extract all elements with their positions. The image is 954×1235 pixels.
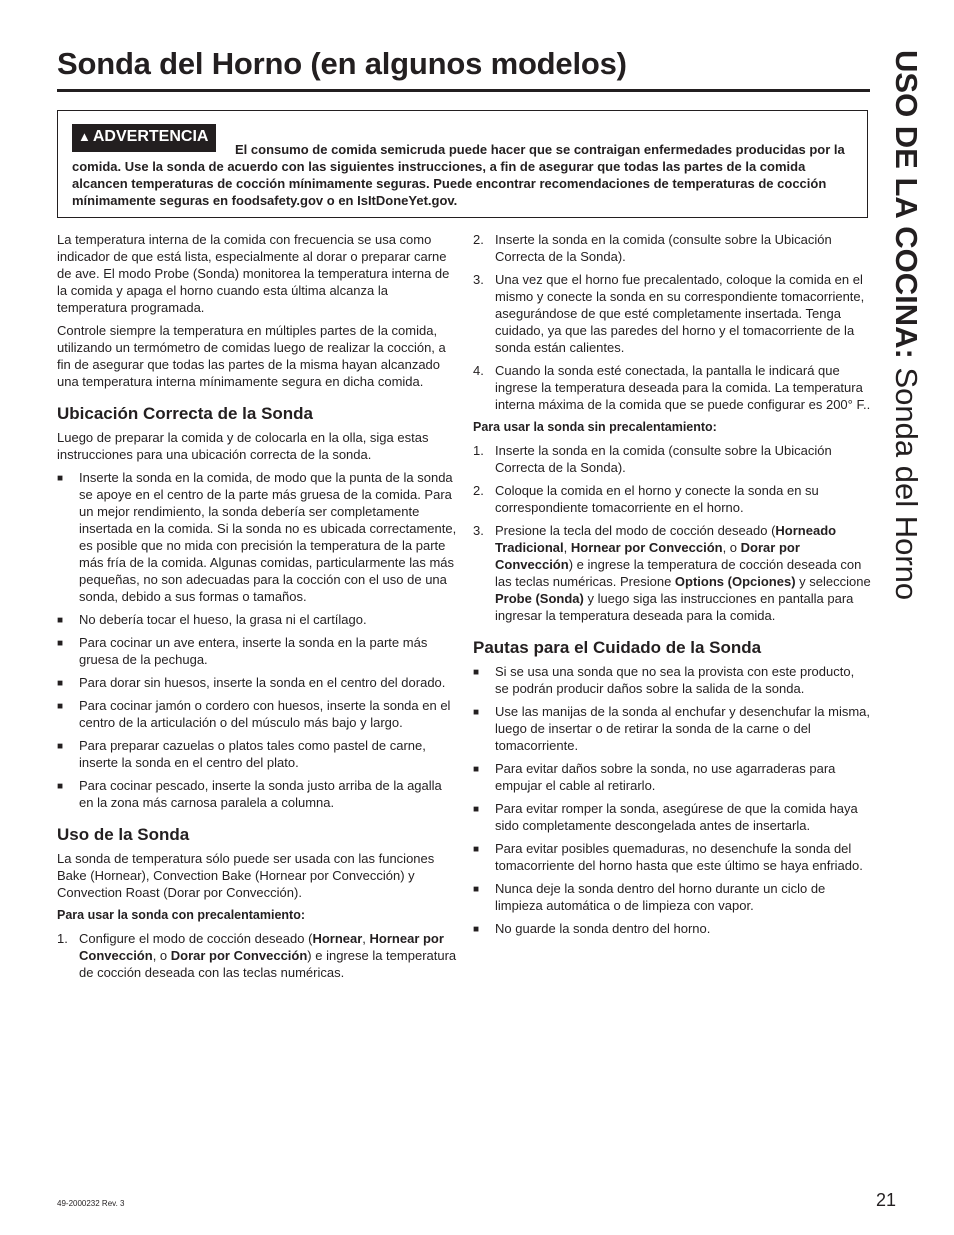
list-item: ■ Para dorar sin huesos, inserte la sonda en el centro del dorado. (57, 674, 457, 691)
intro-paragraph: Controle siempre la temperatura en múltiples partes de la comida, utilizando un termómetro de comidas luego de realizar la cocción, a fin de asegurar que todas las partes de la misma hayan alcanzado una temperatura interna mínimamente segura en dicha comida. (57, 323, 446, 389)
care-list (473, 663, 871, 937)
side-tab-section: USO DE LA COCINA: (889, 50, 924, 359)
placement-intro: Luego de preparar la comida y de colocarla en la olla, siga estas instrucciones para una ubicación correcta de la sonda. (57, 430, 429, 462)
list-item: 2. Inserte la sonda en la comida (consulte sobre la Ubicación Correcta de la Sonda). (473, 232, 832, 264)
nopreheat-steps (473, 442, 871, 624)
document-code: 49-2000232 Rev. 3 (57, 1199, 125, 1208)
side-tab-topic: Sonda del Horno (889, 367, 924, 601)
list-item: ■ Para evitar romper la sonda, asegúrese de que la comida haya sido completamente descongelada antes de insertarla. (473, 800, 871, 834)
warning-body: El consumo de comida semicruda puede hacer que se contraigan enfermedades producidas por la comida. Use la sonda de acuerdo con las siguientes instrucciones, a fin de asegurar que todas las partes de la comida alcancen temperaturas de cocción mínimamente seguras. Puede encontrar recomendaciones de temperaturas de cocción mínimamente seguras en foodsafety.gov o en IsItDoneYet.gov. (72, 142, 845, 208)
list-item: ■ Si se usa una sonda que no sea la provista con este producto, se podrán producir daños sobre la salida de la sonda. (473, 663, 871, 697)
list-item: ■ Inserte la sonda en la comida, de modo que la punta de la sonda se apoye en el centro de la parte más gruesa de la comida. Para un mejor rendimiento, la sonda debería ser completamente insertada en la comida. Si la sonda no es ubicada correctamente, es posible que no mida con precisión la temperatura de la parte más fría de la comida. Algunas comidas, particularmente las más pequeñas, no son adecuadas para la cocción con el uso de una sonda, debido a sus formas o tamaños. (57, 469, 457, 605)
list-item: ■ Para cocinar pescado, inserte la sonda justo arriba de la agalla en la zona más carnosa paralela a columna. (57, 777, 457, 811)
warning-triangle-icon: ▲ (78, 129, 91, 144)
list-item: ■ No debería tocar el hueso, la grasa ni el cartílago. (57, 611, 457, 628)
page-title: Sonda del Horno (en algunos modelos) (57, 46, 627, 81)
title-divider (57, 89, 870, 92)
placement-list (57, 469, 457, 811)
list-item: 3. Una vez que el horno fue precalentado, coloque la comida en el mismo y conecte la sonda en su correspondiente tomacorriente, asegurándose de que esté completamente insertada. Tenga cuidado, ya que las paredes del horno y el tomacorriente de la sonda están calientes. (473, 272, 865, 355)
nopreheat-heading: Para usar la sonda sin precalentamiento: (473, 420, 717, 434)
list-item: ■ Para preparar cazuelas o platos tales como pastel de carne, inserte la sonda en el centro del plato. (57, 737, 457, 771)
list-item: 1. Inserte la sonda en la comida (consulte sobre la Ubicación Correcta de la Sonda). (473, 443, 832, 475)
list-item: ■ No guarde la sonda dentro del horno. (473, 920, 871, 937)
preheat-heading: Para usar la sonda con precalentamiento: (57, 908, 305, 922)
list-item: ■ Para cocinar un ave entera, inserte la sonda en la parte más gruesa de la pechuga. (57, 634, 457, 668)
list-item: 4. Cuando la sonda esté conectada, la pantalla le indicará que ingrese la temperatura deseada para la comida. La temperatura interna máxima de la comida que se puede configurar es 200° F.. (473, 363, 871, 412)
page-number: 21 (876, 1190, 897, 1210)
list-item: ■ Nunca deje la sonda dentro del horno durante un ciclo de limpieza automática o de limpieza con vapor. (473, 880, 871, 914)
left-column (57, 231, 457, 987)
placement-heading: Ubicación Correcta de la Sonda (57, 404, 314, 423)
list-item: ■ Para evitar daños sobre la sonda, no use agarraderas para empujar el cable al retirarlo. (473, 760, 871, 794)
care-heading: Pautas para el Cuidado de la Sonda (473, 638, 762, 657)
warning-box (57, 110, 868, 218)
list-item: ■ Para cocinar jamón o cordero con huesos, inserte la sonda en el centro de la articulación o del músculo más bajo y largo. (57, 697, 457, 731)
warning-label-text: ADVERTENCIA (92, 128, 209, 145)
list-item: 3. Presione la tecla del modo de cocción deseado (Horneado Tradicional, Hornear por Convección, o Dorar por Convección) e ingrese la temperatura de cocción deseada con las teclas numéricas. Presione Options (Opciones) y seleccione Probe (Sonda) y luego siga las instrucciones en pantalla para ingresar la temperatura deseada para la comida. (473, 523, 871, 623)
right-column (473, 231, 871, 943)
list-item: 2. Coloque la comida en el horno y conecte la sonda en su correspondiente tomacorriente en el horno. (473, 483, 819, 515)
intro-paragraph: La temperatura interna de la comida con frecuencia se usa como indicador de que está lista, especialmente al dorar o preparar carne de ave. El modo Probe (Sonda) monitorea la temperatura interna de la comida y apaga el horno cuando esta última alcanza la temperatura programada. (57, 232, 450, 315)
section-side-tab (878, 50, 936, 620)
warning-text (72, 141, 857, 209)
usage-intro: La sonda de temperatura sólo puede ser usada con las funciones Bake (Hornear), Convection Bake (Hornear por Convección) y Convection Roast (Dorar por Convección). (57, 851, 435, 900)
list-item: ■ Use las manijas de la sonda al enchufar y desenchufar la misma, luego de insertar o de retirar la sonda de la carne o del tomacorriente. (473, 703, 871, 754)
usage-heading: Uso de la Sonda (57, 825, 190, 844)
list-item: ■ Para evitar posibles quemaduras, no desenchufe la sonda del tomacorriente del horno hasta que este último se haya enfriado. (473, 840, 871, 874)
preheat-steps-cont (473, 231, 871, 413)
preheat-steps (57, 930, 457, 981)
list-item: 1. Configure el modo de cocción deseado (Hornear, Hornear por Convección, o Dorar por Convección) e ingrese la temperatura de cocción deseada con las teclas numéricas. (57, 931, 457, 980)
